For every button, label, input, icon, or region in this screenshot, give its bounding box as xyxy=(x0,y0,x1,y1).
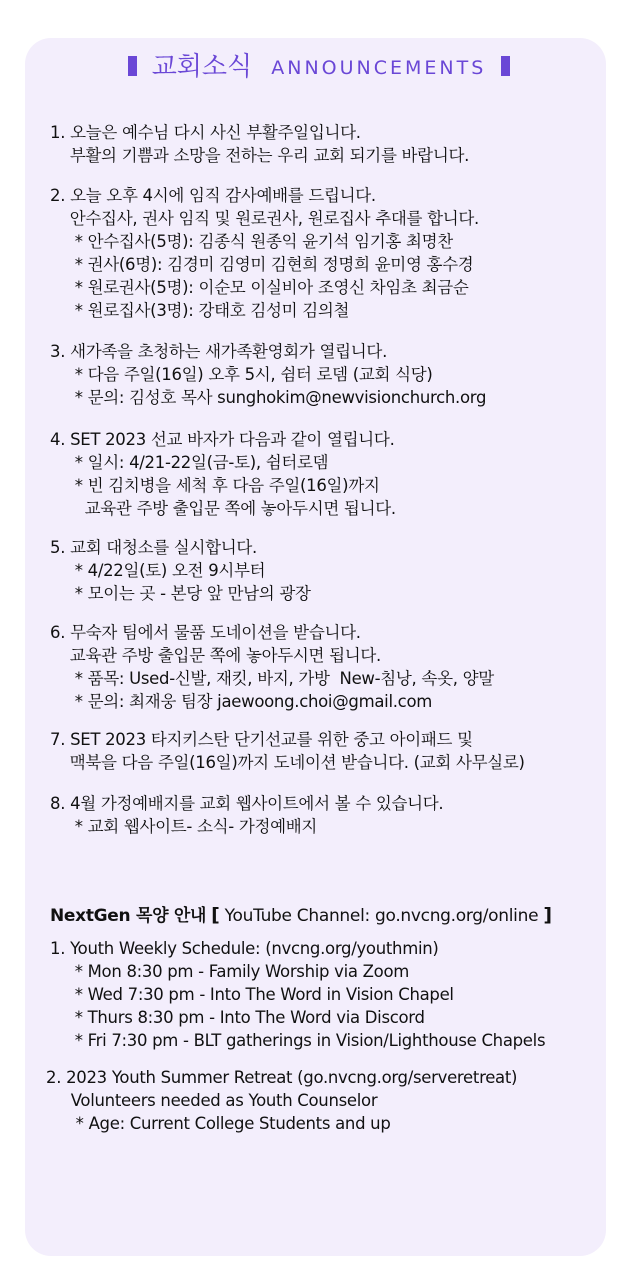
announcement-line: 안수집사, 권사 임직 및 원로권사, 원로집사 추대를 합니다. xyxy=(50,209,479,228)
announcement-line: * 모이는 곳 - 본당 앞 만남의 광장 xyxy=(50,584,311,603)
announcement-line: * 품목: Used-신발, 재킷, 바지, 가방 New-침낭, 속옷, 양말 xyxy=(50,669,494,688)
announcement-line: * 빈 김치병을 세척 후 다음 주일(16일)까지 xyxy=(50,476,380,495)
announcement-3 xyxy=(50,340,486,409)
announcement-line: * 권사(6명): 김경미 김영미 김현희 정명희 윤미영 홍수경 xyxy=(50,255,474,274)
announcement-line: 교육관 주방 출입문 쪽에 놓아두시면 됩니다. xyxy=(50,499,396,518)
header-bar-right xyxy=(501,56,510,76)
announcement-1 xyxy=(50,121,469,167)
nextgen-item-2 xyxy=(46,1066,517,1135)
header-title-ko: 교회소식 xyxy=(151,52,253,82)
announcement-line: 맥북을 다음 주일(16일)까지 도네이션 받습니다. (교회 사무실로) xyxy=(50,753,525,772)
nextgen-line: 2. 2023 Youth Summer Retreat (go.nvcng.org/serveretreat) xyxy=(46,1068,518,1087)
nextgen-item-1 xyxy=(50,937,545,1052)
header xyxy=(0,46,638,83)
announcement-line: 5. 교회 대청소를 실시합니다. xyxy=(50,538,257,557)
announcement-5 xyxy=(50,536,311,605)
announcement-line: 2. 오늘 오후 4시에 임직 감사예배를 드립니다. xyxy=(50,186,376,205)
announcement-line: 부활의 기쁨과 소망을 전하는 우리 교회 되기를 바랍니다. xyxy=(50,146,470,165)
announcement-line: * 문의: 최재웅 팀장 jaewoong.choi@gmail.com xyxy=(50,692,433,711)
announcement-7 xyxy=(50,728,525,774)
announcement-line: 3. 새가족을 초청하는 새가족환영회가 열립니다. xyxy=(50,342,388,361)
announcement-line: 4. SET 2023 선교 바자가 다음과 같이 열립니다. xyxy=(50,430,395,449)
youtube-channel-link[interactable]: YouTube Channel: go.nvcng.org/online xyxy=(219,906,544,926)
announcement-8 xyxy=(50,792,443,838)
bracket-close: ] xyxy=(543,904,552,926)
nextgen-title: NextGen 목양 안내 xyxy=(50,906,207,926)
nextgen-line: Volunteers needed as Youth Counselor xyxy=(46,1091,378,1110)
announcement-line: * 일시: 4/21-22일(금-토), 쉼터로뎀 xyxy=(50,453,329,472)
announcement-line: 7. SET 2023 타지키스탄 단기선교를 위한 중고 아이패드 및 xyxy=(50,730,473,749)
nextgen-heading xyxy=(50,901,552,926)
announcement-line: 6. 무숙자 팀에서 물품 도네이션을 받습니다. xyxy=(50,623,361,642)
announcement-line: * 원로집사(3명): 강태호 김성미 김의철 xyxy=(50,301,350,320)
header-bar-left xyxy=(128,56,137,76)
bracket-open: [ xyxy=(211,904,220,926)
announcement-line: 8. 4월 가정예배지를 교회 웹사이트에서 볼 수 있습니다. xyxy=(50,794,444,813)
announcement-4 xyxy=(50,428,396,520)
header-title-en: ANNOUNCEMENTS xyxy=(271,57,487,79)
nextgen-line: * Wed 7:30 pm - Into The Word in Vision Chapel xyxy=(50,985,454,1004)
nextgen-line: * Fri 7:30 pm - BLT gatherings in Vision/Lighthouse Chapels xyxy=(50,1031,546,1050)
announcement-line: 교육관 주방 출입문 쪽에 놓아두시면 됩니다. xyxy=(50,646,381,665)
announcement-line: * 교회 웹사이트- 소식- 가정예배지 xyxy=(50,817,318,836)
nextgen-line: * Age: Current College Students and up xyxy=(46,1114,391,1133)
nextgen-line: * Thurs 8:30 pm - Into The Word via Discord xyxy=(50,1008,425,1027)
announcement-line: * 원로권사(5명): 이순모 이실비아 조영신 차임초 최금순 xyxy=(50,278,469,297)
announcement-2 xyxy=(50,184,479,322)
announcement-line: * 문의: 김성호 목사 sunghokim@newvisionchurch.org xyxy=(50,388,487,407)
nextgen-line: * Mon 8:30 pm - Family Worship via Zoom xyxy=(50,962,410,981)
announcement-6 xyxy=(50,621,494,713)
announcement-line: * 다음 주일(16일) 오후 5시, 쉼터 로뎀 (교회 식당) xyxy=(50,365,433,384)
nextgen-line: 1. Youth Weekly Schedule: (nvcng.org/youthmin) xyxy=(50,939,439,958)
announcement-line: 1. 오늘은 예수님 다시 사신 부활주일입니다. xyxy=(50,123,361,142)
announcement-line: * 4/22일(토) 오전 9시부터 xyxy=(50,561,266,580)
announcement-line: * 안수집사(5명): 김종식 원종익 윤기석 임기홍 최명찬 xyxy=(50,232,453,251)
